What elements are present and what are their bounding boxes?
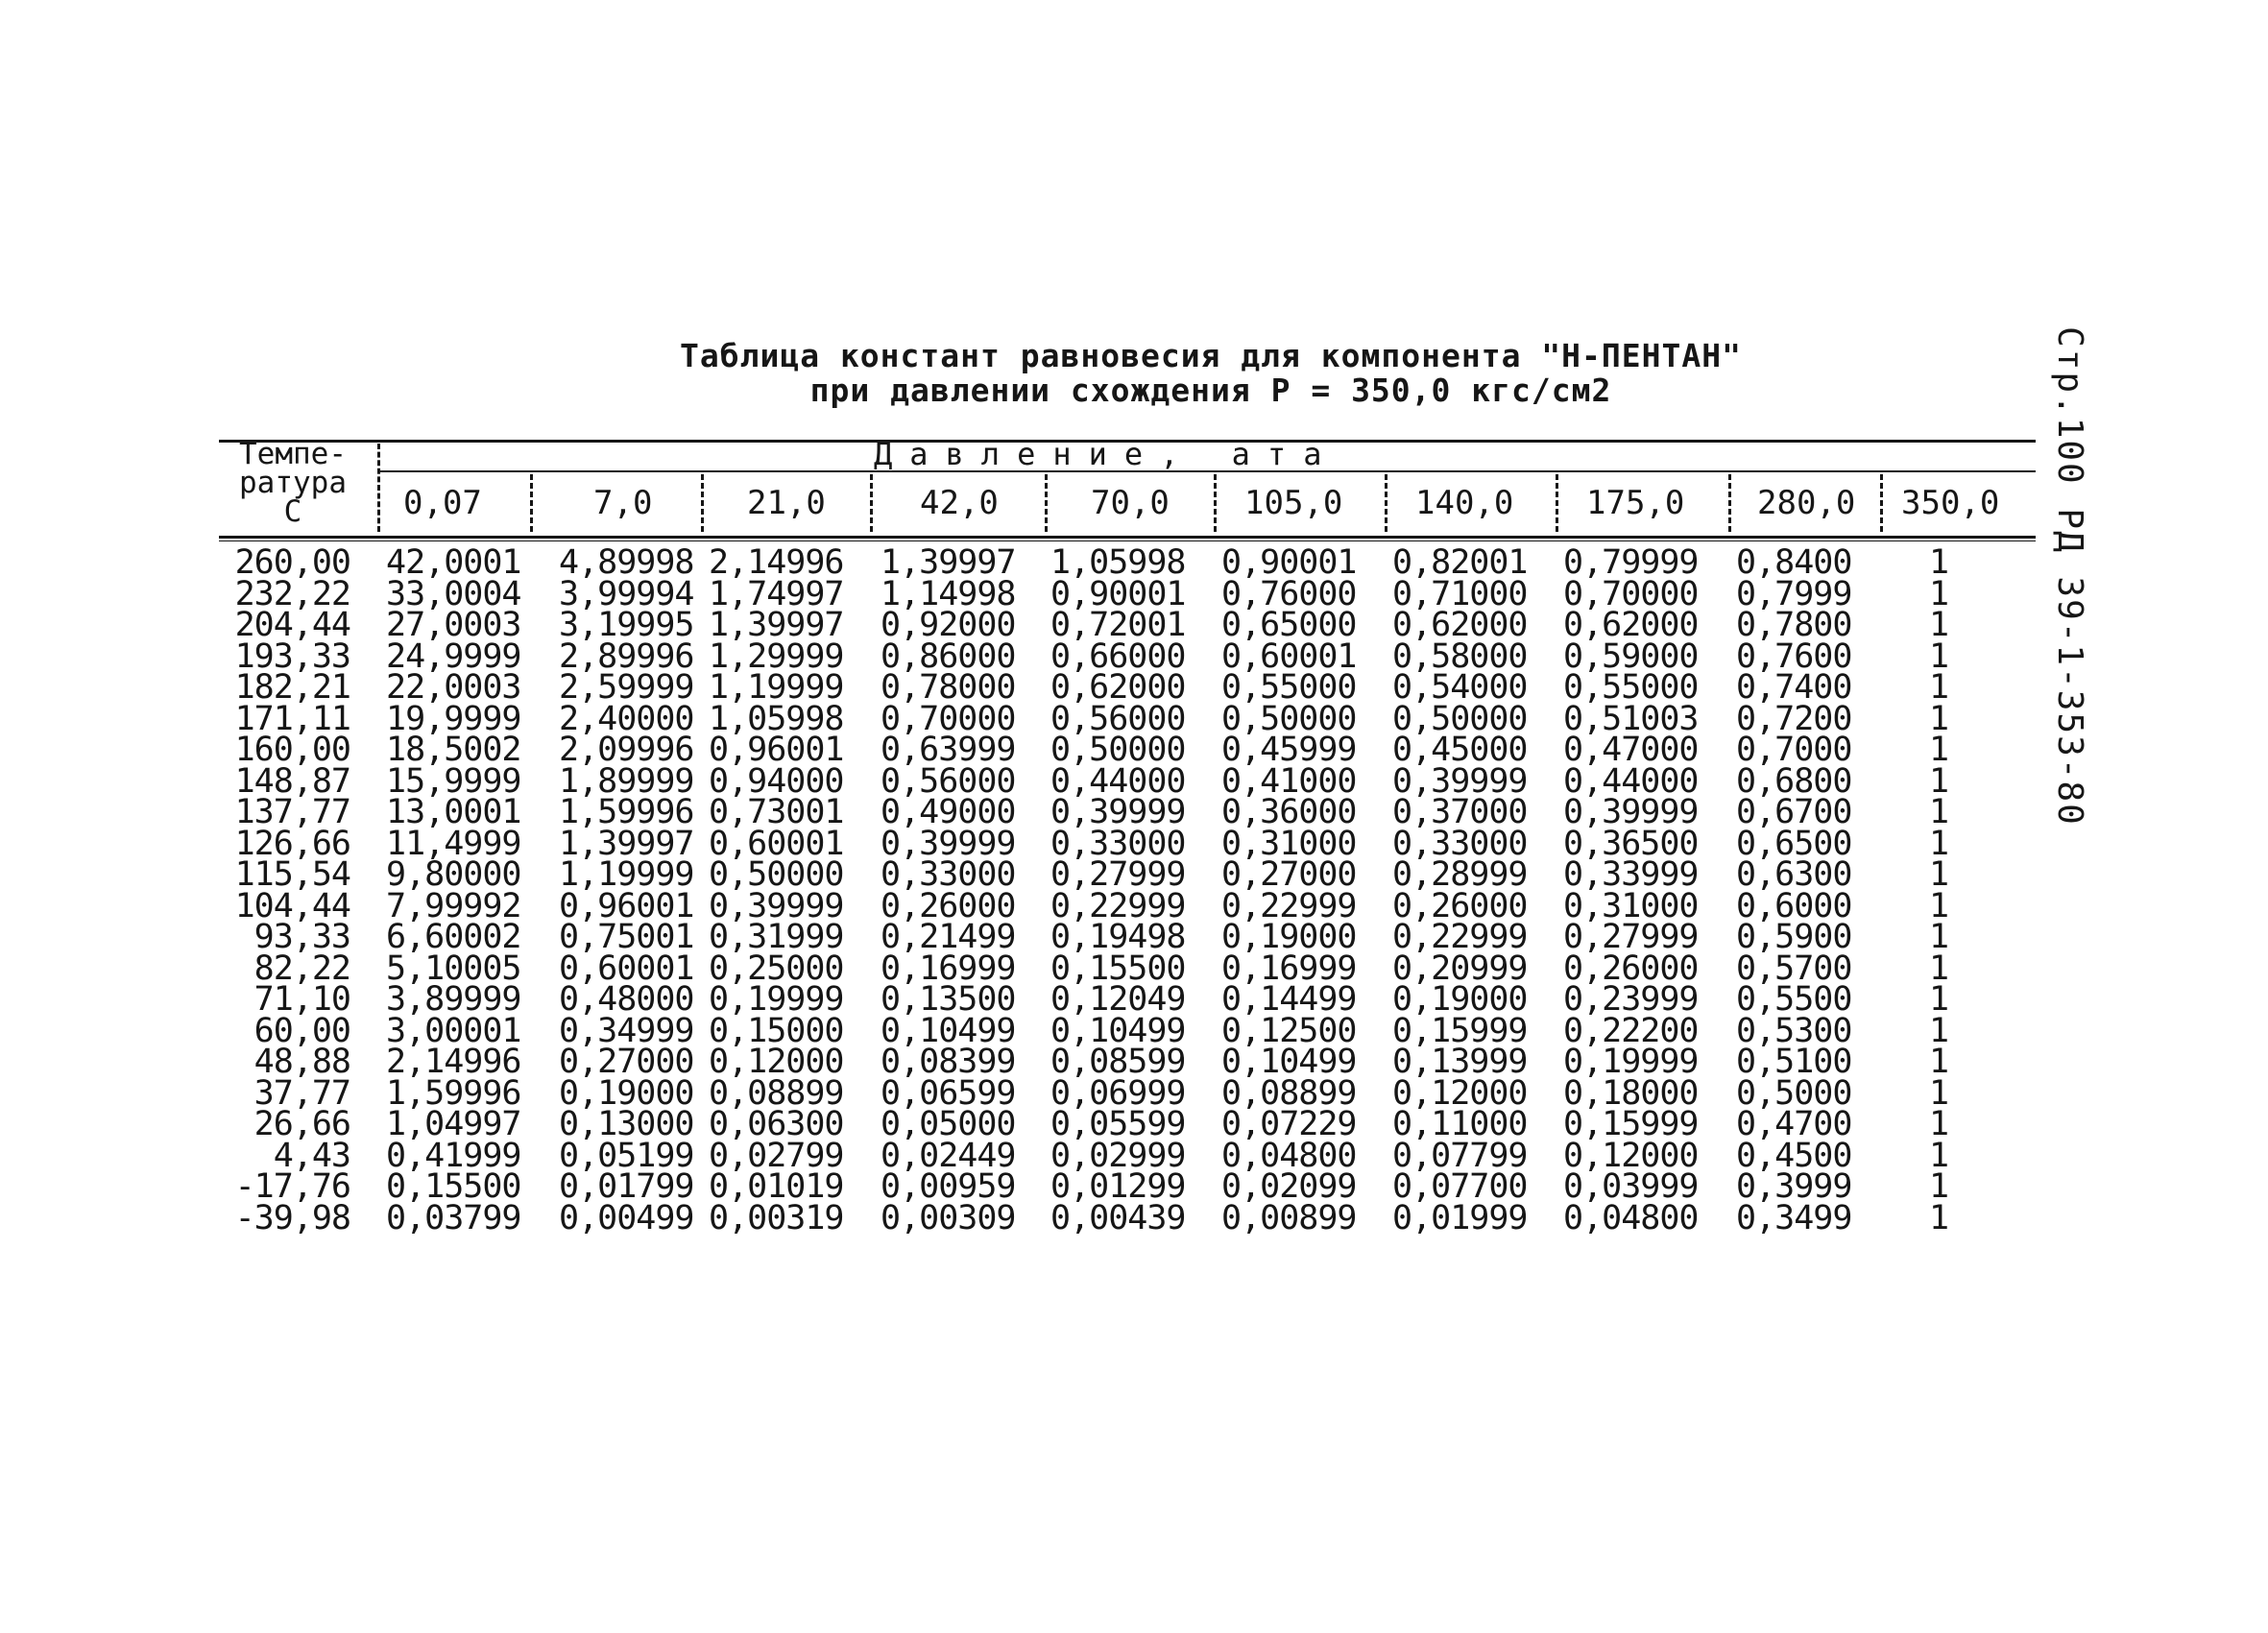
value-cell: 0,7600 — [1736, 636, 1852, 676]
table-row — [0, 1136, 2268, 1175]
value-cell: 2,59999 — [559, 668, 694, 707]
value-cell: 0,31000 — [1563, 886, 1699, 925]
temperature-cell: 115,54 — [234, 855, 350, 894]
value-cell: 1,19999 — [709, 668, 844, 707]
table-row — [0, 918, 2268, 956]
table-row — [0, 1167, 2268, 1206]
column-header: 140,0 — [1415, 484, 1514, 522]
value-cell: 0,31999 — [709, 918, 844, 956]
value-cell: 0,62000 — [1050, 668, 1186, 707]
value-cell: 1,39997 — [709, 606, 844, 644]
value-cell: 0,22999 — [1050, 886, 1186, 925]
value-cell: 1 — [1928, 731, 1949, 769]
value-cell: 0,15999 — [1392, 1011, 1528, 1050]
value-cell: 0,27999 — [1050, 855, 1186, 894]
temperature-cell: 137,77 — [234, 793, 350, 831]
value-cell: 0,36000 — [1221, 793, 1357, 831]
value-cell: 2,89996 — [559, 636, 694, 676]
value-cell: 0,3499 — [1736, 1198, 1852, 1237]
value-cell: 0,73001 — [709, 793, 844, 831]
value-cell: 0,96001 — [709, 731, 844, 769]
value-cell: 2,14996 — [386, 1043, 521, 1081]
value-cell: 2,40000 — [559, 699, 694, 738]
value-cell: 19,9999 — [386, 699, 521, 738]
value-cell: 1,39997 — [881, 543, 1016, 582]
value-cell: 0,19498 — [1050, 918, 1186, 956]
value-cell: 1,05998 — [709, 699, 844, 738]
value-cell: 9,80000 — [386, 855, 521, 894]
value-cell: 0,39999 — [1392, 761, 1528, 801]
column-header: 350,0 — [1901, 484, 2000, 522]
value-cell: 0,02449 — [881, 1136, 1016, 1175]
value-cell: 0,02099 — [1221, 1167, 1357, 1206]
value-cell: 0,33000 — [881, 855, 1016, 894]
value-cell: 0,50000 — [1050, 731, 1186, 769]
value-cell: 0,6000 — [1736, 886, 1852, 925]
value-cell: 0,07799 — [1392, 1136, 1528, 1175]
value-cell: 0,92000 — [881, 606, 1016, 644]
value-cell: 33,0004 — [386, 574, 521, 613]
value-cell: 0,90001 — [1221, 543, 1357, 582]
value-cell: 0,16999 — [1221, 949, 1357, 988]
value-cell: 0,10499 — [1050, 1011, 1186, 1050]
temperature-header-line: ратура — [239, 466, 347, 500]
value-cell: 0,27000 — [1221, 855, 1357, 894]
value-cell: 0,01999 — [1392, 1198, 1528, 1237]
value-cell: 0,06999 — [1050, 1073, 1186, 1113]
table-subtitle: при давлении схождения Р = 350,0 кгс/см2 — [809, 372, 1612, 409]
separator — [701, 474, 704, 532]
value-cell: 0,00309 — [881, 1198, 1016, 1237]
value-cell: 0,02799 — [709, 1136, 844, 1175]
value-cell: 0,48000 — [559, 980, 694, 1019]
separator — [1880, 474, 1883, 532]
value-cell: 0,05599 — [1050, 1105, 1186, 1143]
value-cell: 0,39999 — [1563, 793, 1699, 831]
temperature-cell: 232,22 — [234, 574, 350, 613]
value-cell: 0,90001 — [1050, 574, 1186, 613]
value-cell: 0,71000 — [1392, 574, 1528, 613]
value-cell: 0,54000 — [1392, 668, 1528, 707]
temperature-cell: 48,88 — [253, 1043, 350, 1081]
separator — [870, 474, 873, 532]
value-cell: 0,72001 — [1050, 606, 1186, 644]
value-cell: 1,04997 — [386, 1105, 521, 1143]
value-cell: 0,78000 — [881, 668, 1016, 707]
value-cell: 0,60001 — [559, 949, 694, 988]
value-cell: 0,01799 — [559, 1167, 694, 1206]
column-header: 21,0 — [747, 484, 826, 522]
value-cell: 0,6800 — [1736, 761, 1852, 801]
value-cell: 0,02999 — [1050, 1136, 1186, 1175]
value-cell: 1 — [1928, 918, 1949, 956]
value-cell: 0,00959 — [881, 1167, 1016, 1206]
column-header: 7,0 — [593, 484, 653, 522]
value-cell: 0,00319 — [709, 1198, 844, 1237]
value-cell: 0,62000 — [1563, 606, 1699, 644]
value-cell: 7,99992 — [386, 886, 521, 925]
pressure-header: Давление, ата — [874, 436, 1339, 472]
header-bottom-rule-2 — [219, 540, 2036, 541]
table-row — [0, 1105, 2268, 1143]
value-cell: 1 — [1928, 1105, 1949, 1143]
value-cell: 0,56000 — [881, 761, 1016, 801]
value-cell: 1 — [1928, 1073, 1949, 1113]
value-cell: 0,6700 — [1736, 793, 1852, 831]
value-cell: 0,33999 — [1563, 855, 1699, 894]
temperature-cell: 182,21 — [234, 668, 350, 707]
value-cell: 0,50000 — [1392, 699, 1528, 738]
value-cell: 0,70000 — [881, 699, 1016, 738]
value-cell: 1 — [1928, 636, 1949, 676]
table-row — [0, 543, 2268, 582]
value-cell: 0,25000 — [709, 949, 844, 988]
table-row — [0, 855, 2268, 894]
temperature-cell: 260,00 — [234, 543, 350, 582]
value-cell: 0,22999 — [1221, 886, 1357, 925]
temperature-cell: 104,44 — [234, 886, 350, 925]
value-cell: 0,66000 — [1050, 636, 1186, 676]
value-cell: 0,3999 — [1736, 1167, 1852, 1206]
temperature-cell: 171,11 — [234, 699, 350, 738]
value-cell: 0,51003 — [1563, 699, 1699, 738]
value-cell: 2,14996 — [709, 543, 844, 582]
page-reference-text: Стр.100 РД 39-1-353-80 — [2050, 326, 2089, 827]
value-cell: 0,4700 — [1736, 1105, 1852, 1143]
value-cell: 0,19000 — [1392, 980, 1528, 1019]
value-cell: 0,04800 — [1221, 1136, 1357, 1175]
value-cell: 1 — [1928, 1011, 1949, 1050]
value-cell: 1 — [1928, 855, 1949, 894]
value-cell: 0,01019 — [709, 1167, 844, 1206]
value-cell: 1 — [1928, 793, 1949, 831]
value-cell: 42,0001 — [386, 543, 521, 582]
value-cell: 0,12049 — [1050, 980, 1186, 1019]
value-cell: 0,12500 — [1221, 1011, 1357, 1050]
value-cell: 0,58000 — [1392, 636, 1528, 676]
value-cell: 15,9999 — [386, 761, 521, 801]
value-cell: 0,00439 — [1050, 1198, 1186, 1237]
value-cell: 0,27000 — [559, 1043, 694, 1081]
temperature-cell: 204,44 — [234, 606, 350, 644]
value-cell: 0,01299 — [1050, 1167, 1186, 1206]
value-cell: 0,8400 — [1736, 543, 1852, 582]
value-cell: 0,31000 — [1221, 824, 1357, 863]
header-bottom-rule — [219, 536, 2036, 539]
table-row — [0, 980, 2268, 1019]
temperature-cell: 26,66 — [253, 1105, 350, 1143]
value-cell: 1 — [1928, 606, 1949, 644]
value-cell: 0,12000 — [709, 1043, 844, 1081]
column-header: 105,0 — [1244, 484, 1343, 522]
temperature-cell: 82,22 — [253, 949, 350, 988]
value-cell: 0,62000 — [1392, 606, 1528, 644]
value-cell: 0,60001 — [1221, 636, 1357, 676]
value-cell: 0,65000 — [1221, 606, 1357, 644]
value-cell: 0,16999 — [881, 949, 1016, 988]
value-cell: 4,89998 — [559, 543, 694, 582]
separator — [1556, 474, 1558, 532]
value-cell: 0,13999 — [1392, 1043, 1528, 1081]
value-cell: 1 — [1928, 761, 1949, 801]
value-cell: 0,33000 — [1392, 824, 1528, 863]
value-cell: 0,05199 — [559, 1136, 694, 1175]
value-cell: 0,5300 — [1736, 1011, 1852, 1050]
value-cell: 0,7200 — [1736, 699, 1852, 738]
value-cell: 0,55000 — [1563, 668, 1699, 707]
temperature-cell: 60,00 — [253, 1011, 350, 1050]
value-cell: 0,22200 — [1563, 1011, 1699, 1050]
value-cell: 3,99994 — [559, 574, 694, 613]
value-cell: 0,37000 — [1392, 793, 1528, 831]
value-cell: 13,0001 — [386, 793, 521, 831]
value-cell: 0,44000 — [1050, 761, 1186, 801]
value-cell: 1 — [1928, 949, 1949, 988]
value-cell: 1 — [1928, 980, 1949, 1019]
table-row — [0, 699, 2268, 738]
value-cell: 1 — [1928, 1167, 1949, 1206]
value-cell: 0,03999 — [1563, 1167, 1699, 1206]
value-cell: 0,04800 — [1563, 1198, 1699, 1237]
column-header: 175,0 — [1586, 484, 1685, 522]
value-cell: 0,49000 — [881, 793, 1016, 831]
value-cell: 18,5002 — [386, 731, 521, 769]
value-cell: 0,03799 — [386, 1198, 521, 1237]
value-cell: 0,39999 — [709, 886, 844, 925]
value-cell: 0,44000 — [1563, 761, 1699, 801]
temperature-cell: 160,00 — [234, 731, 350, 769]
value-cell: 0,7999 — [1736, 574, 1852, 613]
table-row — [0, 761, 2268, 801]
value-cell: 1 — [1928, 543, 1949, 582]
value-cell: 0,22999 — [1392, 918, 1528, 956]
value-cell: 11,4999 — [386, 824, 521, 863]
value-cell: 3,00001 — [386, 1011, 521, 1050]
table-row — [0, 793, 2268, 831]
value-cell: 0,45000 — [1392, 731, 1528, 769]
table-row — [0, 1198, 2268, 1237]
value-cell: 0,14499 — [1221, 980, 1357, 1019]
value-cell: 0,08899 — [1221, 1073, 1357, 1113]
value-cell: 0,19000 — [1221, 918, 1357, 956]
value-cell: 1,59996 — [559, 793, 694, 831]
value-cell: 0,4500 — [1736, 1136, 1852, 1175]
value-cell: 0,36500 — [1563, 824, 1699, 863]
table-row — [0, 1011, 2268, 1050]
value-cell: 0,27999 — [1563, 918, 1699, 956]
value-cell: 0,08599 — [1050, 1043, 1186, 1081]
temperature-cell: 126,66 — [234, 824, 350, 863]
temperature-cell: 4,43 — [273, 1136, 350, 1175]
value-cell: 0,59000 — [1563, 636, 1699, 676]
table-row — [0, 949, 2268, 988]
value-cell: 3,19995 — [559, 606, 694, 644]
value-cell: 0,70000 — [1563, 574, 1699, 613]
value-cell: 3,89999 — [386, 980, 521, 1019]
value-cell: 1 — [1928, 824, 1949, 863]
table-row — [0, 1073, 2268, 1113]
value-cell: 1,89999 — [559, 761, 694, 801]
value-cell: 0,26000 — [1563, 949, 1699, 988]
value-cell: 0,5000 — [1736, 1073, 1852, 1113]
value-cell: 0,82001 — [1392, 543, 1528, 582]
table-row — [0, 574, 2268, 613]
value-cell: 0,41999 — [386, 1136, 521, 1175]
value-cell: 24,9999 — [386, 636, 521, 676]
value-cell: 0,5700 — [1736, 949, 1852, 988]
value-cell: 0,15000 — [709, 1011, 844, 1050]
temperature-header-unit: С — [283, 494, 302, 529]
value-cell: 0,63999 — [881, 731, 1016, 769]
value-cell: 0,15999 — [1563, 1105, 1699, 1143]
temperature-cell: 93,33 — [253, 918, 350, 956]
table-row — [0, 668, 2268, 707]
value-cell: 1 — [1928, 668, 1949, 707]
value-cell: 0,39999 — [881, 824, 1016, 863]
value-cell: 1 — [1928, 574, 1949, 613]
column-header: 280,0 — [1757, 484, 1856, 522]
value-cell: 0,7400 — [1736, 668, 1852, 707]
value-cell: 0,19999 — [1563, 1043, 1699, 1081]
value-cell: 0,76000 — [1221, 574, 1357, 613]
temperature-cell: -17,76 — [234, 1167, 350, 1206]
value-cell: 0,79999 — [1563, 543, 1699, 582]
value-cell: 1,29999 — [709, 636, 844, 676]
separator — [377, 444, 380, 532]
value-cell: 0,18000 — [1563, 1073, 1699, 1113]
temperature-cell: 148,87 — [234, 761, 350, 801]
value-cell: 0,6300 — [1736, 855, 1852, 894]
temperature-header — [230, 437, 355, 529]
temperature-cell: 193,33 — [234, 636, 350, 676]
value-cell: 0,05000 — [881, 1105, 1016, 1143]
value-cell: 0,75001 — [559, 918, 694, 956]
separator — [530, 474, 533, 532]
temperature-cell: -39,98 — [234, 1198, 350, 1237]
value-cell: 0,06300 — [709, 1105, 844, 1143]
value-cell: 1,59996 — [386, 1073, 521, 1113]
value-cell: 1 — [1928, 886, 1949, 925]
value-cell: 0,10499 — [881, 1011, 1016, 1050]
value-cell: 0,23999 — [1563, 980, 1699, 1019]
value-cell: 1 — [1928, 699, 1949, 738]
value-cell: 0,15500 — [386, 1167, 521, 1206]
value-cell: 0,5500 — [1736, 980, 1852, 1019]
value-cell: 1,14998 — [881, 574, 1016, 613]
value-cell: 0,96001 — [559, 886, 694, 925]
value-cell: 0,55000 — [1221, 668, 1357, 707]
value-cell: 1 — [1928, 1136, 1949, 1175]
value-cell: 0,00899 — [1221, 1198, 1357, 1237]
value-cell: 1,19999 — [559, 855, 694, 894]
value-cell: 0,7800 — [1736, 606, 1852, 644]
column-header: 42,0 — [920, 484, 999, 522]
value-cell: 0,5900 — [1736, 918, 1852, 956]
value-cell: 0,13000 — [559, 1105, 694, 1143]
table-row — [0, 731, 2268, 769]
value-cell: 0,60001 — [709, 824, 844, 863]
value-cell: 27,0003 — [386, 606, 521, 644]
temperature-header-line: Темпе- — [239, 437, 347, 471]
value-cell: 1,39997 — [559, 824, 694, 863]
value-cell: 5,10005 — [386, 949, 521, 988]
value-cell: 0,19000 — [559, 1073, 694, 1113]
value-cell: 1 — [1928, 1198, 1949, 1237]
value-cell: 0,19999 — [709, 980, 844, 1019]
separator — [1045, 474, 1048, 532]
value-cell: 0,12000 — [1563, 1136, 1699, 1175]
value-cell: 0,28999 — [1392, 855, 1528, 894]
column-header: 70,0 — [1091, 484, 1170, 522]
value-cell: 0,41000 — [1221, 761, 1357, 801]
value-cell: 0,50000 — [709, 855, 844, 894]
value-cell: 0,26000 — [881, 886, 1016, 925]
value-cell: 0,08899 — [709, 1073, 844, 1113]
value-cell: 0,33000 — [1050, 824, 1186, 863]
separator — [1728, 474, 1731, 532]
value-cell: 0,10499 — [1221, 1043, 1357, 1081]
value-cell: 2,09996 — [559, 731, 694, 769]
value-cell: 0,06599 — [881, 1073, 1016, 1113]
temperature-cell: 37,77 — [253, 1073, 350, 1113]
value-cell: 0,86000 — [881, 636, 1016, 676]
value-cell: 0,26000 — [1392, 886, 1528, 925]
separator — [1385, 474, 1387, 532]
value-cell: 0,07229 — [1221, 1105, 1357, 1143]
value-cell: 0,20999 — [1392, 949, 1528, 988]
value-cell: 0,56000 — [1050, 699, 1186, 738]
value-cell: 0,21499 — [881, 918, 1016, 956]
value-cell: 0,50000 — [1221, 699, 1357, 738]
column-header: 0,07 — [403, 484, 482, 522]
value-cell: 0,13500 — [881, 980, 1016, 1019]
value-cell: 0,12000 — [1392, 1073, 1528, 1113]
value-cell: 0,7000 — [1736, 731, 1852, 769]
value-cell: 0,39999 — [1050, 793, 1186, 831]
value-cell: 0,00499 — [559, 1198, 694, 1237]
table-row — [0, 636, 2268, 676]
value-cell: 0,07700 — [1392, 1167, 1528, 1206]
value-cell: 0,94000 — [709, 761, 844, 801]
table-row — [0, 824, 2268, 863]
value-cell: 1,74997 — [709, 574, 844, 613]
temperature-cell: 71,10 — [253, 980, 350, 1019]
value-cell: 0,6500 — [1736, 824, 1852, 863]
value-cell: 0,47000 — [1563, 731, 1699, 769]
table-row — [0, 1043, 2268, 1081]
value-cell: 1,05998 — [1050, 543, 1186, 582]
value-cell: 0,5100 — [1736, 1043, 1852, 1081]
value-cell: 22,0003 — [386, 668, 521, 707]
table-title: Таблица констант равновесия для компонента "Н-ПЕНТАН" — [680, 337, 1742, 374]
value-cell: 6,60002 — [386, 918, 521, 956]
value-cell: 0,11000 — [1392, 1105, 1528, 1143]
separator — [1214, 474, 1217, 532]
value-cell: 1 — [1928, 1043, 1949, 1081]
value-cell: 0,08399 — [881, 1043, 1016, 1081]
value-cell: 0,15500 — [1050, 949, 1186, 988]
value-cell: 0,45999 — [1221, 731, 1357, 769]
table-row — [0, 606, 2268, 644]
table-row — [0, 886, 2268, 925]
value-cell: 0,34999 — [559, 1011, 694, 1050]
